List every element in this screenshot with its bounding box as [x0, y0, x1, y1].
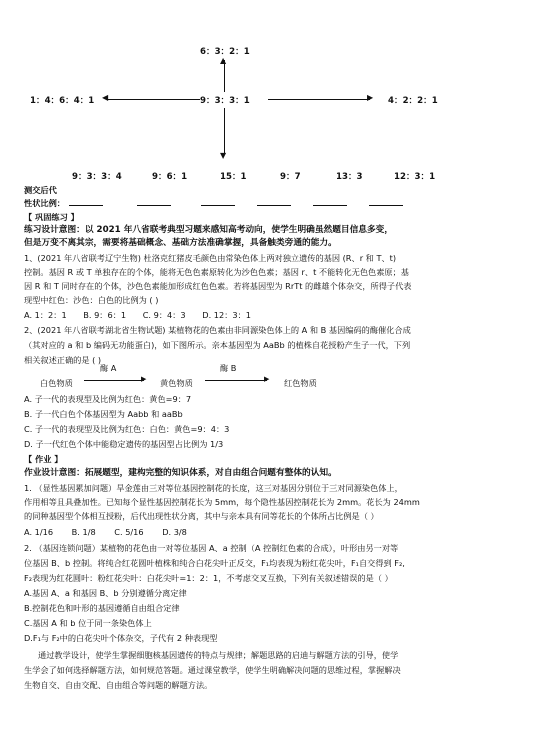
h2-option-b: B.控制花色和叶形的基因遵循自由组合定律	[24, 603, 180, 613]
red-substance: 红色物质	[284, 378, 317, 388]
q1-line-2: 控制。基因 R 或 T 单独存在的个体，能将无色色素原转化为沙色色素；基因 r、t 不能转化无色色素原；基	[24, 267, 409, 277]
ratio-center: 9：3：3：1	[200, 96, 250, 106]
h2-option-c: C.基因 A 和 b 位于同一条染色体上	[24, 618, 152, 628]
white-substance: 白色物质	[40, 378, 73, 388]
q2-option-d: D. 子一代红色个体中能稳定遗传的基因型占比例为 1/3	[24, 439, 224, 449]
h2-line-1: 2. （基因连锁问题）某植物的花色由一对等位基因 A、a 控制（A 控制红色素的合成），叶形由另一对等	[24, 543, 399, 553]
ratio-right: 4：2：2：1	[388, 96, 438, 106]
arrow-left-head-icon: ◀	[102, 93, 109, 102]
blank-1	[69, 197, 103, 206]
h1-options	[24, 526, 533, 539]
q2-option-c: C. 子一代的表现型及比例为红色：白色：黄色=9：4：3	[24, 424, 230, 434]
design-intent-2: 作业设计意图：拓展题型，建构完整的知识体系，对自由组合问题有整体的认知。	[24, 468, 337, 478]
h1-line-1: 1. （显性基因累加问题）旱金莲由三对等位基因控制花的长度，这三对基因分别位于三对同源染色体上，	[24, 483, 403, 493]
q1-options	[24, 309, 533, 322]
q2-line-3: 相关叙述正确的是 ( )	[24, 355, 102, 365]
testcross-label: 测交后代	[24, 185, 57, 195]
arrow-left-line	[108, 99, 200, 100]
section-title-homework: 【 作业 】	[24, 454, 63, 464]
pathway-arrow-1-icon: ▶	[141, 375, 147, 383]
h1-line-2: 作用相等且具叠加性。已知每个显性基因控制花长为 5mm，每个隐性基因控制花长为 2mm。花长为 24mm	[24, 497, 420, 507]
q1-option-b: B. 9：6：1	[83, 310, 127, 320]
arrow-up-head-icon: ▲	[220, 56, 227, 65]
ratio-left: 1：4：6：4：1	[30, 96, 95, 106]
summary-line-1: 通过教学设计，使学生掌握细胞核基因遗传的特点与规律；解题思路的启迪与解题方法的引导，使学	[38, 650, 399, 660]
q1-line-3: 因 R 和 T 同时存在的个体，沙色色素能加形成红色色素。若将基因型为 RrTt 的雌雄个体杂交，所得子代表	[24, 281, 412, 291]
h1-option-a: A. 1/16	[24, 527, 54, 537]
q2-option-b: B. 子一代白色个体基因型为 Aabb 和 aaBb	[24, 409, 183, 419]
summary-line-3: 生物自交、自由交配、自由组合等问题的解题方法。	[24, 680, 213, 690]
yellow-substance: 黄色物质	[160, 378, 193, 388]
q1-line-1: 1、(2021 年八省联考辽宁生物) 杜洛克红猪皮毛颜色由常染色体上两对独立遗传的基因 (R、r 和 T、t)	[24, 253, 397, 263]
summary-line-2: 生学会了如何选择解题方法，如何规范答题。通过课堂教学，使学生明确解决问题的思维过程，掌握解决	[24, 665, 401, 675]
design-intent-1b: 但是万变不离其宗，需要将基础概念、基础方法准确掌握，具备触类旁通的能力。	[24, 238, 337, 248]
enzyme-a-label: 酶 A	[100, 363, 117, 373]
h1-line-3: 的同种基因型个体相互授粉，后代出现性状分离，其中与亲本具有同等花长的个体所占比例是（ ）	[24, 511, 379, 521]
q2-line-2: （其对应的 a 和 b 编码无功能蛋白)，如下图所示。亲本基因型为 AaBb 的植株自花授粉产生子一代，下列	[24, 340, 411, 350]
h1-option-c: C. 5/16	[114, 527, 144, 537]
q1-option-c: C. 9：4：3	[142, 310, 186, 320]
h2-option-d: D.F₁与 F₂中的白花尖叶个体杂交，子代有 2 种表现型	[24, 633, 218, 643]
q2-line-1: 2、(2021 年八省联考湖北省生物试题) 某植物花的色素由非同源染色体上的 A 和 B 基因编码的酶催化合成	[24, 325, 411, 335]
blank-3	[201, 197, 235, 206]
h2-line-2: 位基因 B、b 控制。将纯合红花圆叶植株和纯合白花尖叶正反交，F₁均表现为粉红花尖叶，F₁自交得到 F₂,	[24, 558, 405, 568]
testcross-ratio-label: 性状比例：	[24, 198, 65, 208]
pathway-arrow-2-line	[205, 380, 267, 381]
bottom-ratio-5: 13：3	[336, 172, 363, 182]
arrow-right-head-icon: ▶	[367, 93, 374, 102]
blank-2	[137, 197, 171, 206]
arrow-down-head-icon: ▼	[220, 151, 227, 160]
section-title-practice: 【 巩固练习 】	[24, 212, 79, 222]
bottom-ratio-3: 15：1	[220, 172, 247, 182]
enzyme-b-label: 酶 B	[220, 363, 237, 373]
q2-option-a: A. 子一代的表现型及比例为红色：黄色=9：7	[24, 394, 192, 404]
pathway-arrow-1-line	[84, 380, 144, 381]
ratio-top: 6：3：2：1	[200, 47, 250, 57]
blank-6	[369, 197, 403, 206]
h2-line-3: F₂表现为红花圆叶：粉红花尖叶：白花尖叶=1：2：1，不考虑交叉互换，下列有关叙述错误的是（ ）	[24, 573, 393, 583]
pathway-arrow-2-icon: ▶	[264, 375, 270, 383]
h1-option-b: B. 1/8	[71, 527, 96, 537]
bottom-ratio-2: 9：6：1	[152, 172, 188, 182]
q1-line-4: 现型中红色：沙色：白色的比例为 ( )	[24, 295, 159, 305]
arrow-right-line	[268, 99, 370, 100]
bottom-ratio-4: 9：7	[280, 172, 301, 182]
blank-4	[257, 197, 291, 206]
q1-option-a: A. 1：2：1	[24, 310, 67, 320]
testcross-ratio-row	[24, 197, 533, 210]
q1-option-d: D. 12：3：1	[202, 310, 251, 320]
design-intent-1: 练习设计意图：以 2021 年八省联考典型习题来感知高考动向，使学生明确虽然题目信息多变，	[24, 225, 394, 235]
bottom-ratio-1: 9：3：3：4	[72, 172, 122, 182]
arrow-down-line	[224, 108, 225, 154]
h2-option-a: A.基因 A、a 和基因 B、b 分别遵循分离定律	[24, 588, 187, 598]
blank-5	[313, 197, 347, 206]
h1-option-d: D. 3/8	[162, 527, 187, 537]
bottom-ratio-6: 12：3：1	[394, 172, 436, 182]
